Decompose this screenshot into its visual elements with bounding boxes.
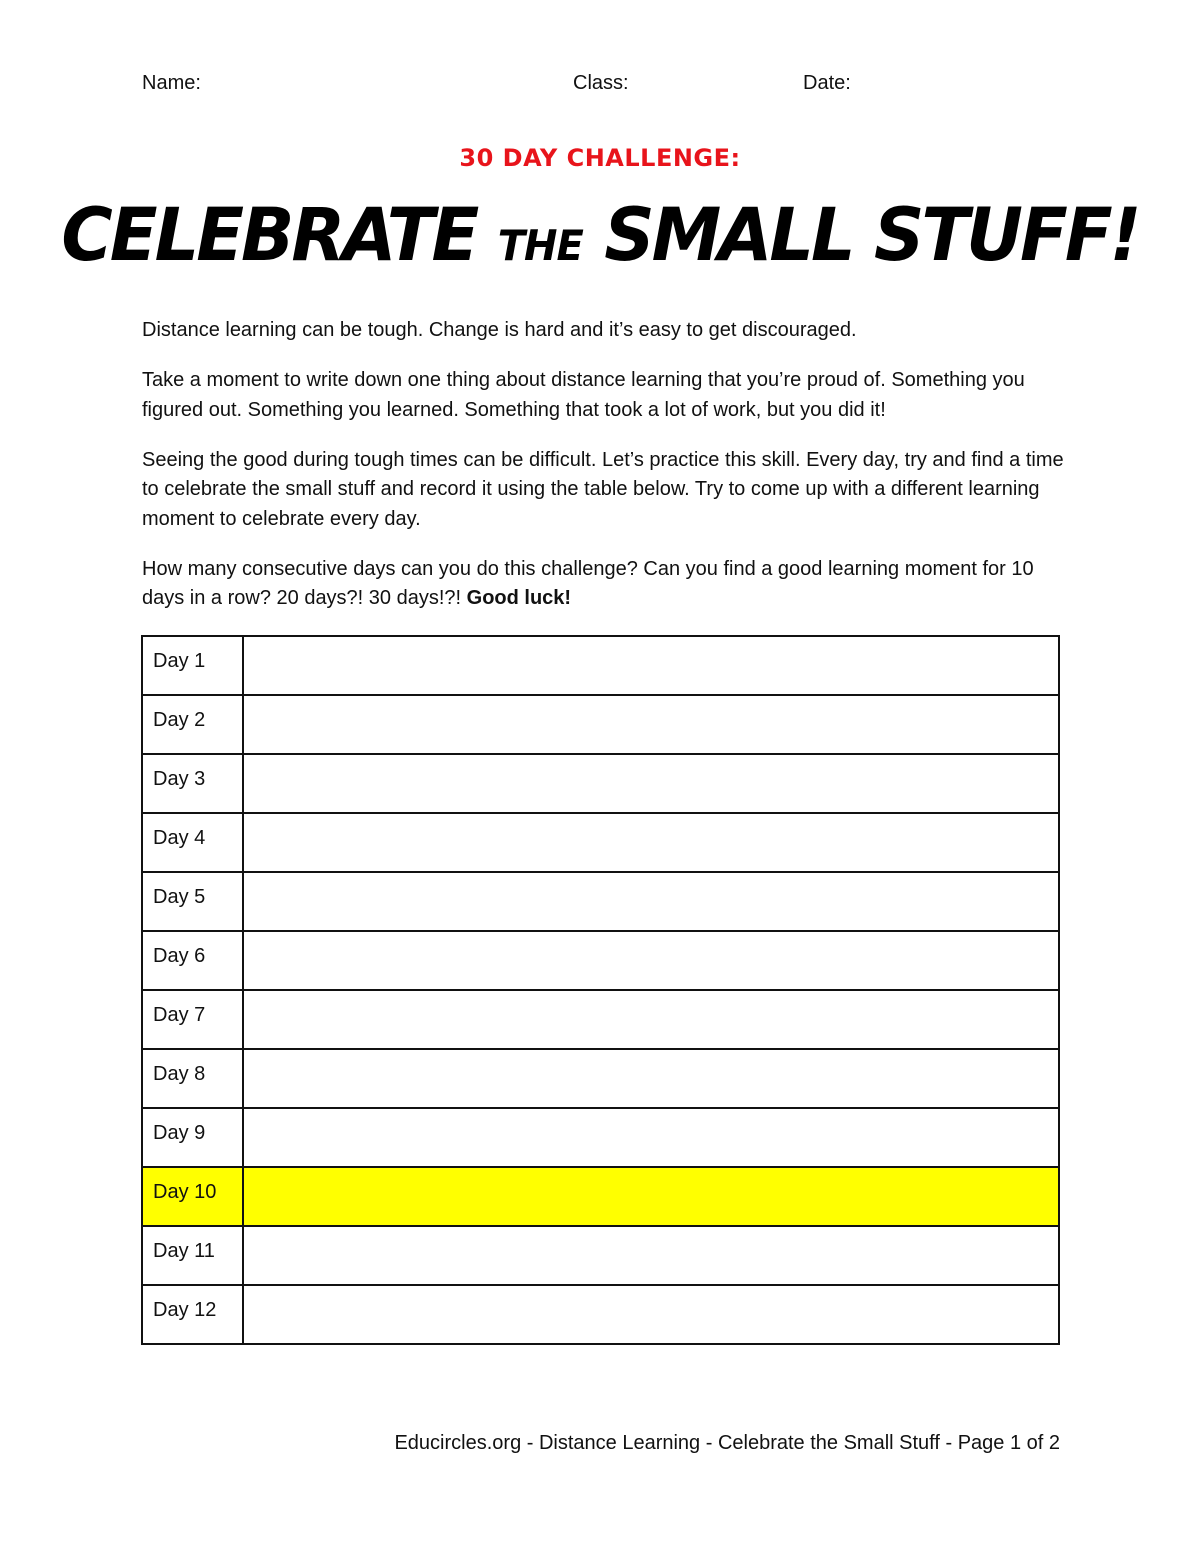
- intro-paragraph-3: Seeing the good during tough times can be difficult. Let’s practice this skill. Every day, try and find a time to celebrate the small stuff and record it using the table below. Try to come up with a different learning moment to celebrate every day.: [142, 448, 1064, 530]
- day-entry-cell[interactable]: [243, 1108, 1059, 1167]
- intro-paragraph-2: Take a moment to write down one thing about distance learning that you’re proud of. Something you figured out. Something you learned. Something that took a lot of work, but you did it!: [142, 369, 1025, 421]
- class-label: Class:: [573, 72, 629, 94]
- table-row: [142, 695, 1059, 754]
- day-log-table: [141, 635, 1060, 1345]
- table-row: [142, 1226, 1059, 1285]
- day-label-cell: Day 9: [142, 1108, 243, 1167]
- table-row: [142, 931, 1059, 990]
- title-part-small-stuff: SMALL STUFF!: [604, 191, 1139, 278]
- day-entry-cell[interactable]: [243, 872, 1059, 931]
- day-label-cell: Day 4: [142, 813, 243, 872]
- table-row: [142, 754, 1059, 813]
- day-label-cell: Day 11: [142, 1226, 243, 1285]
- day-label-cell: Day 3: [142, 754, 243, 813]
- day-label-cell: Day 10: [142, 1167, 243, 1226]
- day-entry-cell[interactable]: [243, 1285, 1059, 1344]
- day-entry-cell[interactable]: [243, 990, 1059, 1049]
- day-label-cell: Day 8: [142, 1049, 243, 1108]
- table-row: [142, 1285, 1059, 1344]
- date-label: Date:: [803, 72, 851, 94]
- title-part-the: THE: [497, 222, 583, 271]
- table-row: [142, 872, 1059, 931]
- table-row: [142, 636, 1059, 695]
- day-label-cell: Day 6: [142, 931, 243, 990]
- intro-paragraph-4: [142, 555, 1072, 614]
- day-entry-cell[interactable]: [243, 636, 1059, 695]
- good-luck-text: Good luck!: [466, 587, 572, 609]
- day-table-body: [142, 636, 1059, 1344]
- day-entry-cell[interactable]: [243, 931, 1059, 990]
- table-row: [142, 1167, 1059, 1226]
- header-fields: [142, 72, 1060, 98]
- table-row: [142, 990, 1059, 1049]
- day-entry-cell[interactable]: [243, 1049, 1059, 1108]
- page-footer: Educircles.org - Distance Learning - Celebrate the Small Stuff - Page 1 of 2: [394, 1432, 1060, 1454]
- title-part-celebrate: CELEBRATE: [61, 191, 477, 278]
- table-row: [142, 813, 1059, 872]
- table-row: [142, 1049, 1059, 1108]
- table-row: [142, 1108, 1059, 1167]
- intro-paragraph-4-text: How many consecutive days can you do this challenge? Can you find a good learning moment for 10 days in a row? 20 days?! 30 days!?!: [142, 557, 1034, 609]
- challenge-subtitle: 30 DAY CHALLENGE:: [459, 144, 741, 172]
- day-entry-cell[interactable]: [243, 1226, 1059, 1285]
- intro-text: [142, 316, 1072, 634]
- day-label-cell: Day 2: [142, 695, 243, 754]
- day-entry-cell[interactable]: [243, 1167, 1059, 1226]
- day-label-cell: Day 7: [142, 990, 243, 1049]
- day-entry-cell[interactable]: [243, 813, 1059, 872]
- day-label-cell: Day 12: [142, 1285, 243, 1344]
- page-title: [0, 187, 1200, 293]
- day-entry-cell[interactable]: [243, 695, 1059, 754]
- name-label: Name:: [142, 72, 201, 94]
- day-label-cell: Day 1: [142, 636, 243, 695]
- day-entry-cell[interactable]: [243, 754, 1059, 813]
- intro-paragraph-1: Distance learning can be tough. Change is hard and it’s easy to get discouraged.: [142, 319, 857, 341]
- day-label-cell: Day 5: [142, 872, 243, 931]
